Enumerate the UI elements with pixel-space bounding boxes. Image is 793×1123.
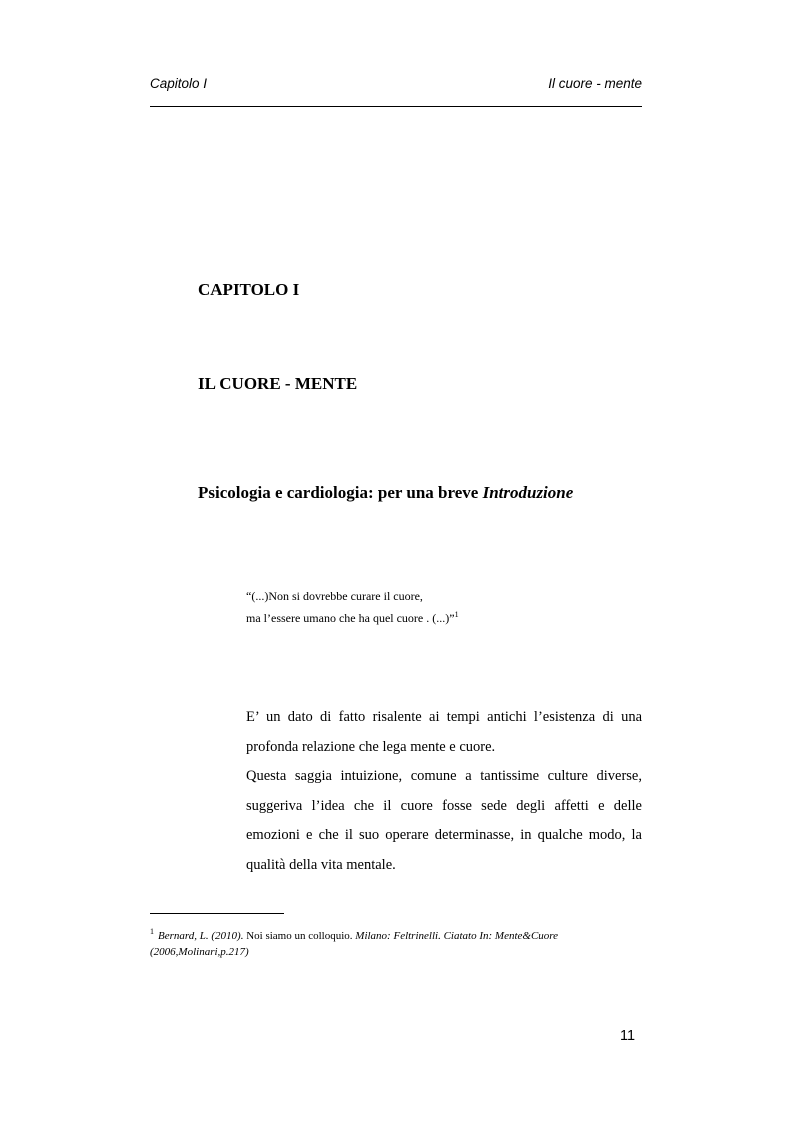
epigraph-line-2 (246, 607, 459, 629)
chapter-label: CAPITOLO I (198, 280, 300, 299)
header-chapter: Capitolo I (150, 76, 208, 91)
footnote-rule (150, 913, 284, 914)
header-title: Il cuore - mente (548, 76, 642, 91)
footnote-work: Noi siamo un colloquio. (243, 930, 356, 942)
section-title-italic: Introduzione (482, 483, 574, 502)
section-title (198, 483, 573, 503)
header-rule (150, 106, 642, 107)
paragraph: E’ un dato di fatto risalente ai tempi antichi l’esistenza di una profonda relazione che lega mente e cuore. (246, 709, 642, 755)
footnote-reference: 1 (454, 610, 459, 619)
footnote-citation: (2006,Molinari,p.217) (150, 945, 249, 958)
footnote (150, 929, 642, 960)
page-number: 11 (620, 1028, 636, 1044)
footnote-number: 1 (150, 927, 154, 937)
epigraph-line-2-text: ma l’essere umano che ha quel cuore . (...)” (246, 611, 455, 625)
paragraph: Questa saggia intuizione, comune a tantissime culture diverse, suggeriva l’idea che il cuore fosse sede degli affetti e delle emozioni e che il suo operare determinasse, in qualche modo, la qualità della vita mentale. (246, 768, 642, 873)
epigraph (246, 585, 459, 629)
chapter-title: IL CUORE - MENTE (198, 374, 358, 393)
body-text (246, 703, 642, 880)
section-title-plain: Psicologia e cardiologia: per una breve (198, 483, 483, 502)
epigraph-line-1: “(...)Non si dovrebbe curare il cuore, (246, 589, 423, 603)
footnote-author: Bernard, L. (2010). (158, 930, 244, 942)
footnote-publisher: Milano: Feltrinelli. Ciatato In: Mente&Cuore (355, 930, 559, 942)
